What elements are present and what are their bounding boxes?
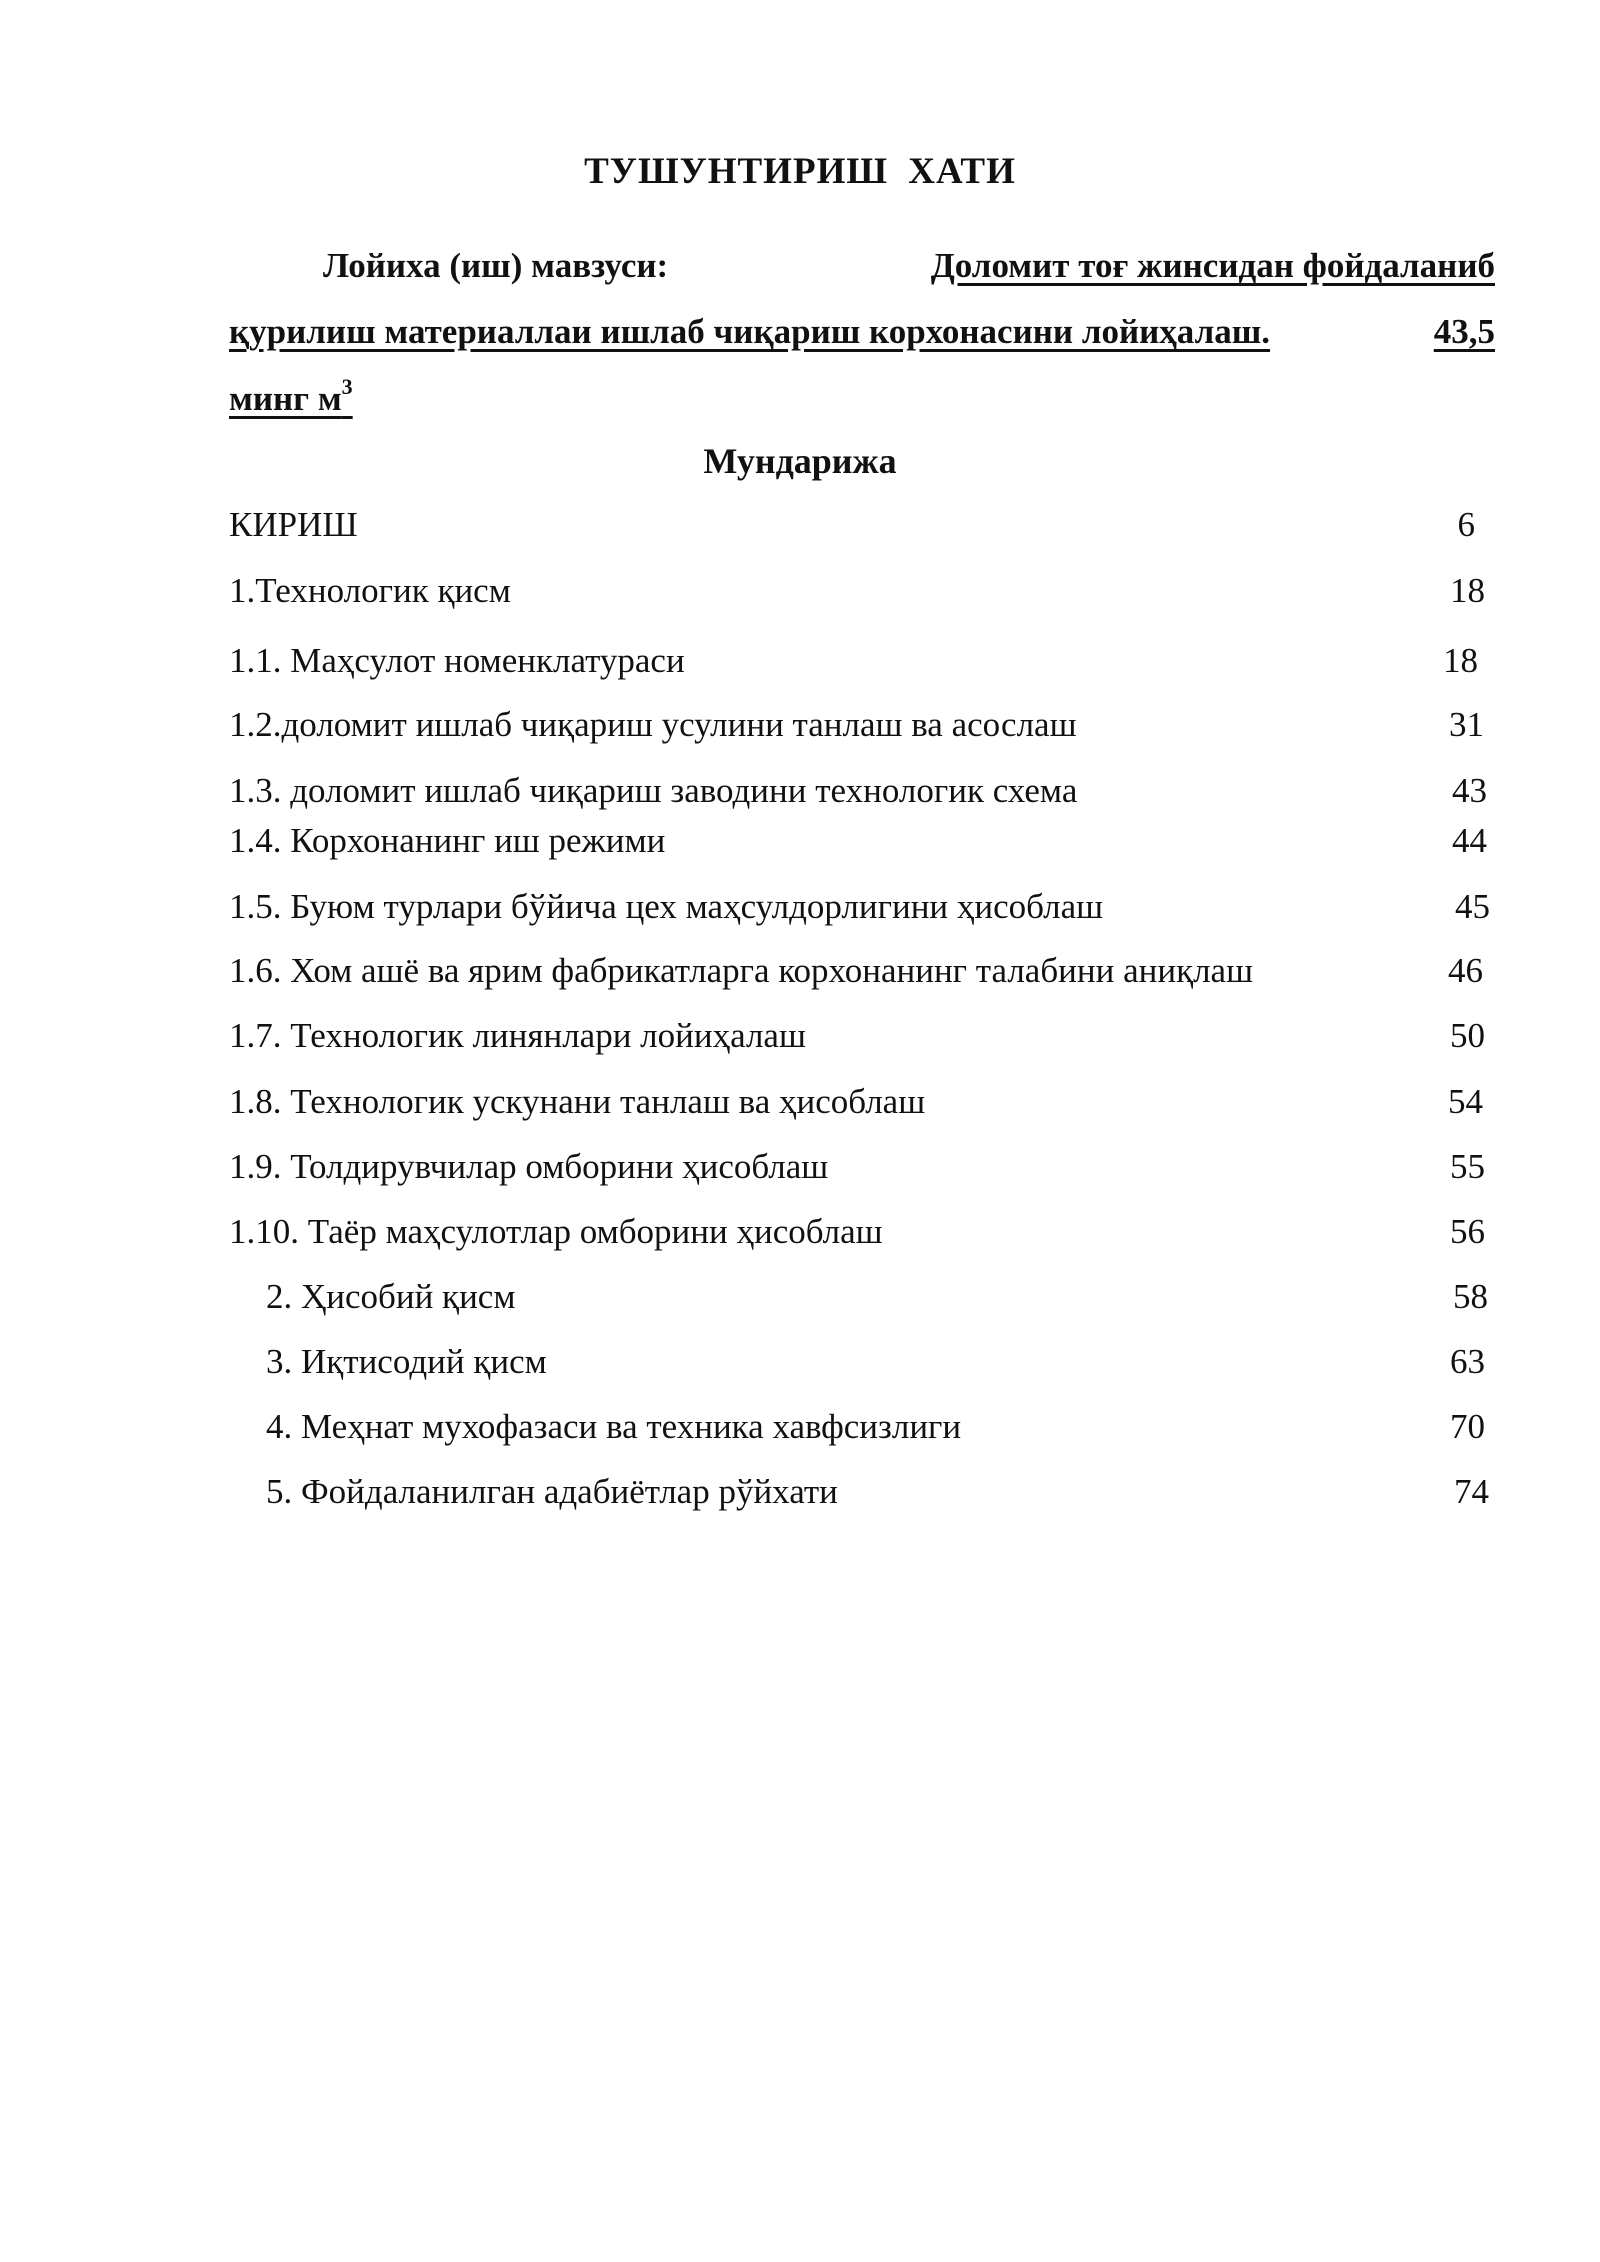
toc-entry (0, 1470, 1600, 1514)
toc-entry-page: 70 (1450, 1407, 1485, 1446)
toc-entry-label: 1.2.доломит ишлаб чиқариш усулини танлаш ва асослаш (229, 705, 1077, 744)
toc-entry-label: 1.1. Маҳсулот номенклатураси (229, 641, 685, 680)
topic-line-1 (323, 246, 1495, 286)
toc-entry (0, 1014, 1600, 1058)
toc-entry-label: 1.5. Буюм турлари бўйича цех маҳсулдорлигини ҳисоблаш (229, 887, 1104, 926)
toc-entry-label: 1.10. Таёр маҳсулотлар омборини ҳисоблаш (229, 1212, 883, 1251)
toc-entry-label: 1.6. Хом ашё ва ярим фабрикатларга корхонанинг талабини аниқлаш (229, 951, 1254, 990)
toc-entry (0, 1080, 1600, 1124)
toc-entry (0, 1210, 1600, 1254)
toc-entry-page: 74 (1454, 1472, 1489, 1511)
toc-entry-page: 43 (1452, 771, 1487, 810)
toc-entry (0, 769, 1600, 813)
toc-entry-page: 54 (1448, 1082, 1483, 1121)
toc-entry (0, 1145, 1600, 1189)
toc-entry-page: 31 (1449, 705, 1484, 744)
toc-entry (0, 1340, 1600, 1384)
toc-entry-label: 3. Иқтисодий қисм (266, 1342, 547, 1381)
toc-entry-label: 1.7. Технологик линянлари лойиҳалаш (229, 1016, 806, 1055)
toc-entry-page: 58 (1453, 1277, 1488, 1316)
toc-entry (0, 1275, 1600, 1319)
toc-entry-page: 18 (1450, 571, 1485, 610)
toc-entry (0, 819, 1600, 863)
topic-label: Лойиха (иш) мавзуси: (323, 246, 669, 285)
topic-unit-superscript: 3 (341, 374, 353, 399)
topic-capacity-unit: минг м (229, 379, 342, 418)
topic-line-2 (229, 312, 1495, 352)
toc-entry-label: 1.3. доломит ишлаб чиқариш заводини технологик схема (229, 771, 1078, 810)
toc-entry (0, 885, 1600, 929)
toc-entry-label: 1.8. Технологик ускунани танлаш ва ҳисоблаш (229, 1082, 926, 1121)
toc-entry (0, 503, 1600, 547)
topic-text-line-2: қурилиш материаллаи ишлаб чиқариш корхонасини лойиҳалаш. (229, 312, 1271, 351)
document-title: ТУШУНТИРИШ ХАТИ (584, 151, 1016, 192)
toc-entry-page: 6 (1457, 505, 1475, 544)
toc-entry (0, 1405, 1600, 1449)
toc-entry-page: 18 (1443, 641, 1478, 680)
toc-entry (0, 569, 1600, 613)
toc-entry-label: 2. Ҳисобий қисм (266, 1277, 516, 1316)
toc-entry (0, 639, 1600, 683)
toc-entry-page: 44 (1452, 821, 1487, 860)
toc-entry (0, 949, 1600, 993)
toc-entry-page: 50 (1450, 1016, 1485, 1055)
toc-entry-page: 56 (1450, 1212, 1485, 1251)
toc-heading: Мундарижа (703, 441, 897, 481)
toc-entry-label: 5. Фойдаланилган адабиётлар рўйхати (266, 1472, 838, 1511)
toc-entry-label: КИРИШ (229, 505, 358, 544)
toc-entry (0, 703, 1600, 747)
topic-line-3 (229, 374, 1495, 419)
toc-entry-page: 63 (1450, 1342, 1485, 1381)
toc-entry-label: 1.4. Корхонанинг иш режими (229, 821, 666, 860)
toc-entry-label: 4. Меҳнат мухофазаси ва техника хавфсизлиги (266, 1407, 962, 1446)
toc-entry-label: 1.Технологик қисм (229, 571, 511, 610)
topic-text-line-1: Доломит тоғ жинсидан фойдаланиб (930, 246, 1495, 285)
toc-entry-label: 1.9. Толдирувчилар омборини ҳисоблаш (229, 1147, 829, 1186)
toc-entry-page: 46 (1448, 951, 1483, 990)
toc-entry-page: 55 (1450, 1147, 1485, 1186)
topic-capacity-number: 43,5 (1433, 312, 1495, 351)
toc-entry-page: 45 (1455, 887, 1490, 926)
